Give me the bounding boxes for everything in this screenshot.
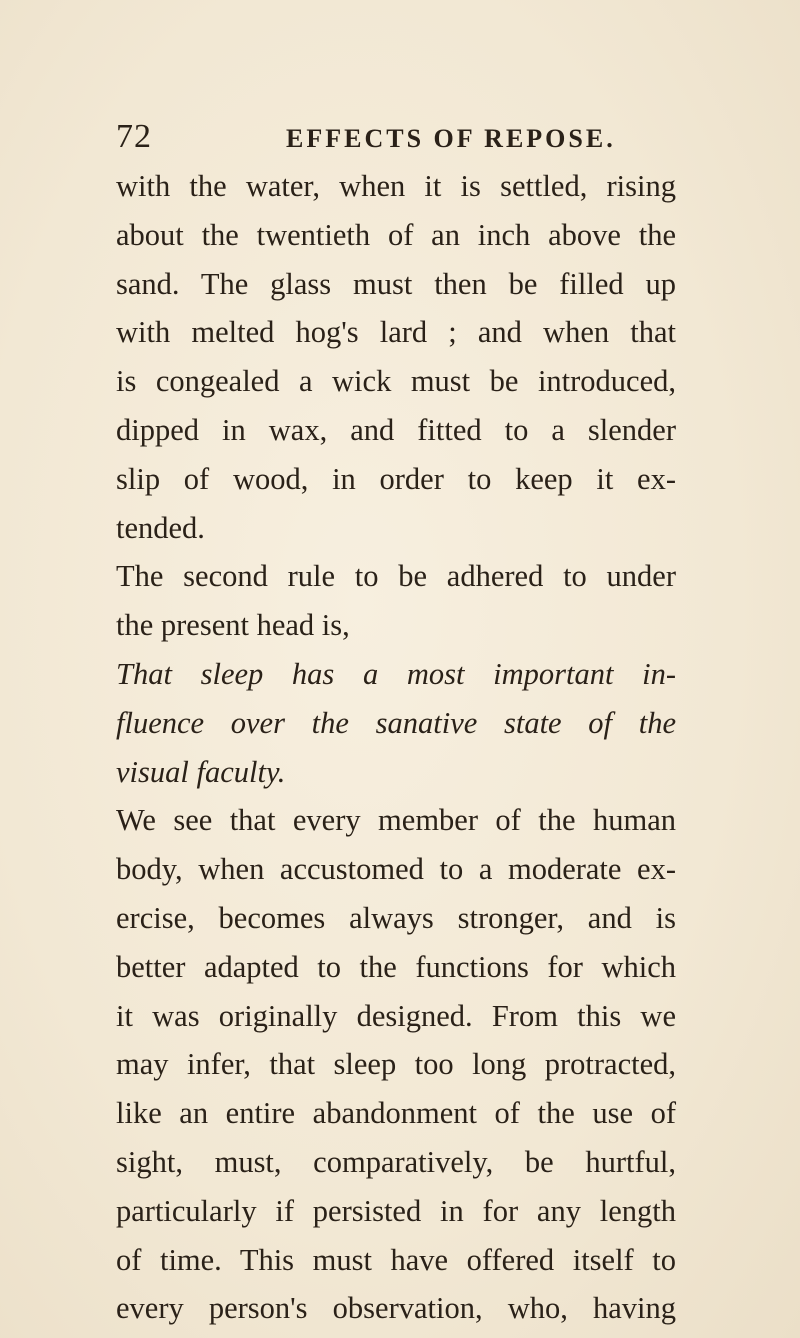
text-line: like an entire abandonment of the use of bbox=[116, 1096, 676, 1131]
text-line: ercise, becomes always stronger, and is bbox=[116, 900, 676, 935]
text-line: of time. This must have offered itself to bbox=[116, 1242, 676, 1277]
text-line: sight, must, comparatively, be hurtful, bbox=[116, 1144, 676, 1179]
italic-text-line: That sleep has a most important in- bbox=[116, 656, 676, 691]
text-line: about the twentieth of an inch above the bbox=[116, 217, 676, 252]
text-line: dipped in wax, and fitted to a slender bbox=[116, 412, 676, 447]
text-line: particularly if persisted in for any length bbox=[116, 1193, 676, 1228]
text-line: We see that every member of the human bbox=[116, 803, 676, 838]
page-header bbox=[116, 118, 716, 158]
body-text bbox=[116, 162, 676, 1333]
text-line: the present head is, bbox=[116, 608, 350, 643]
italic-text-line: visual faculty. bbox=[116, 754, 286, 789]
italic-text-line: fluence over the sanative state of the bbox=[116, 705, 676, 740]
text-line: slip of wood, in order to keep it ex- bbox=[116, 461, 676, 496]
text-line: sand. The glass must then be filled up bbox=[116, 266, 676, 301]
text-line: body, when accustomed to a moderate ex- bbox=[116, 852, 676, 887]
text-line: may infer, that sleep too long protracted, bbox=[116, 1047, 676, 1082]
text-line: it was originally designed. From this we bbox=[116, 998, 676, 1033]
text-line: The second rule to be adhered to under bbox=[116, 559, 676, 594]
text-line: tended. bbox=[116, 510, 205, 545]
text-line: every person's observation, who, having bbox=[116, 1291, 676, 1326]
running-head: EFFECTS OF REPOSE. bbox=[286, 124, 616, 153]
page-number: 72 bbox=[116, 118, 152, 155]
text-line: better adapted to the functions for which bbox=[116, 949, 676, 984]
text-line: with the water, when it is settled, rising bbox=[116, 169, 676, 203]
text-line: with melted hog's lard ; and when that bbox=[116, 315, 676, 350]
text-line: is congealed a wick must be introduced, bbox=[116, 364, 676, 399]
